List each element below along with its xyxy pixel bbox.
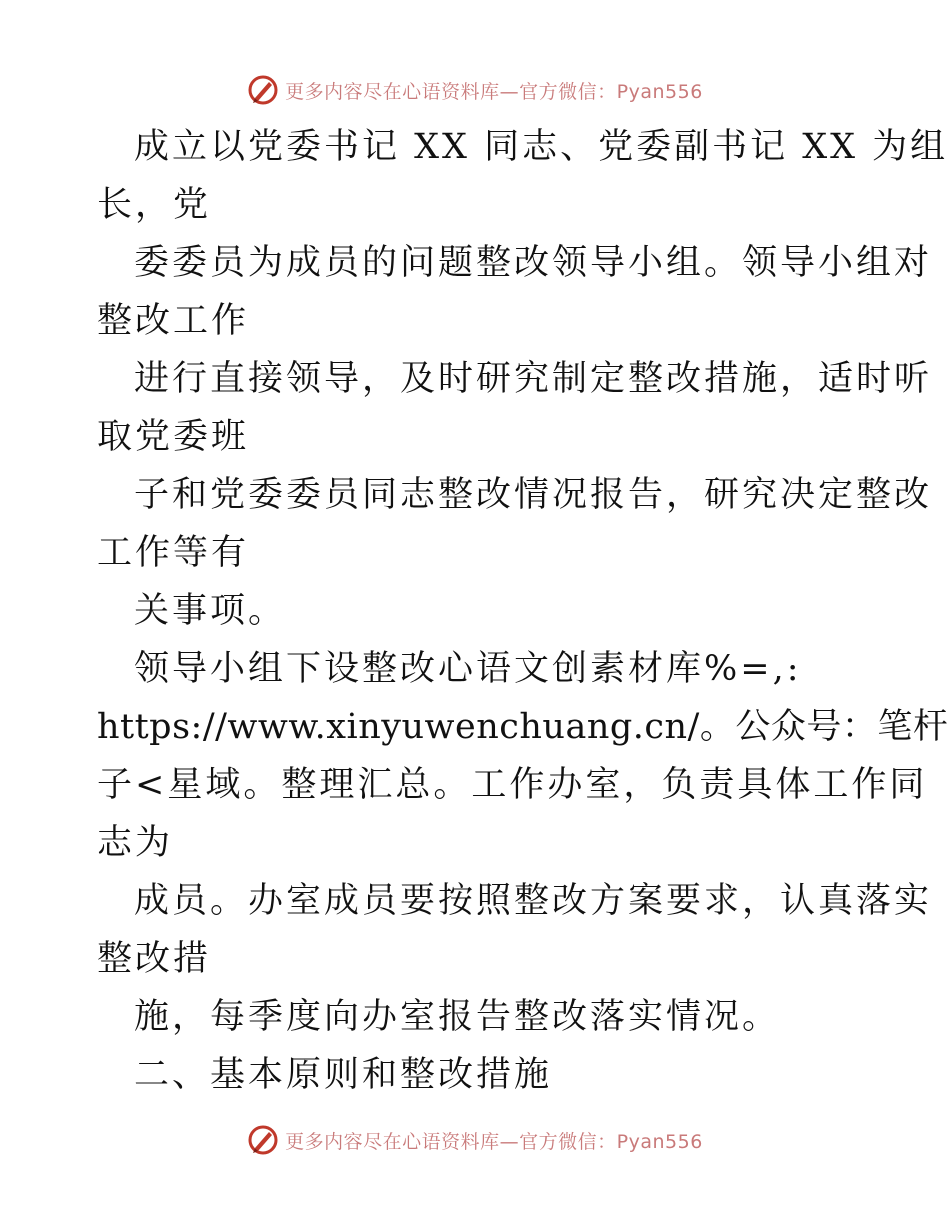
text-line: 施，每季度向办室报告整改落实情况。 bbox=[134, 997, 781, 1037]
watermark-text: 更多内容尽在心语资料库—官方微信：Pyan556 bbox=[285, 1130, 703, 1153]
section-heading: 二、基本原则和整改措施 bbox=[134, 1055, 553, 1095]
text-line: 取党委班 bbox=[97, 417, 250, 457]
url-line: https://www.xinyuwenchuang.cn/。公众号：笔杆 bbox=[97, 707, 949, 747]
text-line: 志为 bbox=[97, 823, 174, 863]
pen-logo-icon bbox=[247, 74, 279, 106]
text-line: 进行直接领导，及时研究制定整改措施，适时听 bbox=[134, 359, 933, 399]
document-body bbox=[97, 118, 949, 1104]
text-line: 子<星域。整理汇总。工作办室，负责具体工作同 bbox=[97, 765, 928, 805]
text-line: 整改工作 bbox=[97, 301, 250, 341]
text-line: 工作等有 bbox=[97, 533, 250, 573]
text-line: 关事项。 bbox=[134, 591, 287, 631]
text-line: 子和党委委员同志整改情况报告，研究决定整改 bbox=[134, 475, 933, 515]
footer-watermark bbox=[0, 1120, 950, 1160]
text-line: 长，党 bbox=[97, 185, 212, 225]
header-watermark bbox=[0, 70, 950, 110]
text-line: 领导小组下设整改心语文创素材库%=,: bbox=[134, 649, 802, 689]
text-line: 成员。办室成员要按照整改方案要求，认真落实 bbox=[134, 881, 933, 921]
pen-logo-icon bbox=[247, 1124, 279, 1156]
text-line: 委委员为成员的问题整改领导小组。领导小组对 bbox=[134, 243, 933, 283]
text-line: 整改措 bbox=[97, 939, 212, 979]
text-line: 成立以党委书记 XX 同志、党委副书记 XX 为组 bbox=[134, 127, 949, 167]
watermark-text: 更多内容尽在心语资料库—官方微信：Pyan556 bbox=[285, 80, 703, 103]
